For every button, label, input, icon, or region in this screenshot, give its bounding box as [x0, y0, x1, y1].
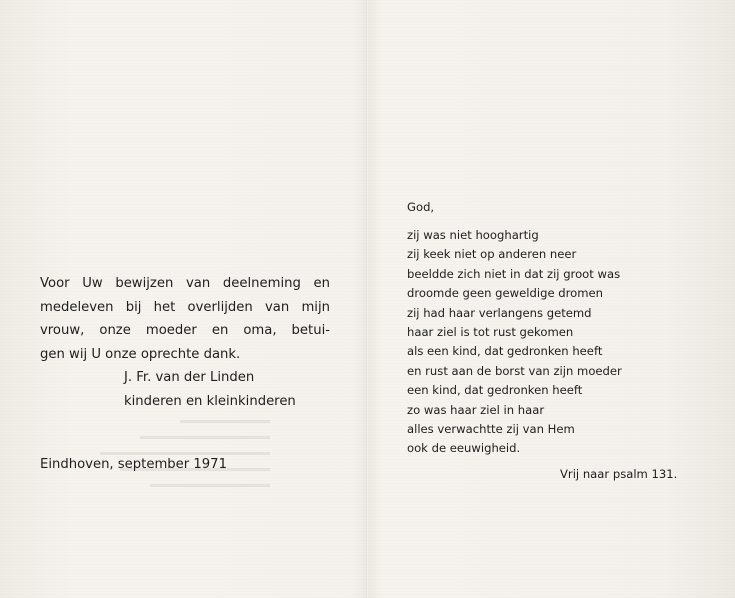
thank-you-message [40, 272, 330, 366]
place-date: Eindhoven, september 1971 [40, 457, 227, 472]
message-line: vrouw, onze moeder en oma, betui- [40, 323, 330, 339]
message-line: Voor Uw bewijzen van deelneming en [40, 276, 330, 291]
poem-attribution: Vrij naar psalm 131. [560, 467, 678, 481]
poem-panel [407, 198, 622, 459]
message-line: medeleven bij het overlijden van mijn [40, 299, 330, 315]
signature-family: kinderen en kleinkinderen [124, 393, 296, 409]
poem-line: zij was niet hooghartig [407, 228, 539, 242]
poem-line: zij keek niet op anderen neer [407, 247, 577, 262]
poem-line: een kind, dat gedronken heeft [407, 383, 583, 398]
poem-salutation: God, [407, 200, 435, 214]
message-line: gen wij U onze oprechte dank. [40, 346, 241, 362]
thank-you-panel [40, 272, 330, 414]
poem-line: beeldde zich niet in dat zij groot was [407, 266, 621, 281]
signature [124, 366, 330, 413]
poem [407, 226, 622, 459]
poem-line: alles verwachtte zij van Hem [407, 422, 575, 437]
poem-line: en rust aan de borst van zijn moeder [407, 363, 622, 378]
poem-line: droomde geen geweldige dromen [407, 286, 604, 301]
signature-name: J. Fr. van der Linden [124, 370, 255, 386]
poem-line: zo was haar ziel in haar [407, 402, 545, 417]
card-fold [366, 0, 368, 598]
poem-line: zij had haar verlangens getemd [407, 305, 592, 320]
poem-line: ook de eeuwigheid. [407, 441, 521, 456]
poem-line: haar ziel is tot rust gekomen [407, 325, 574, 340]
poem-line: als een kind, dat gedronken heeft [407, 344, 603, 359]
